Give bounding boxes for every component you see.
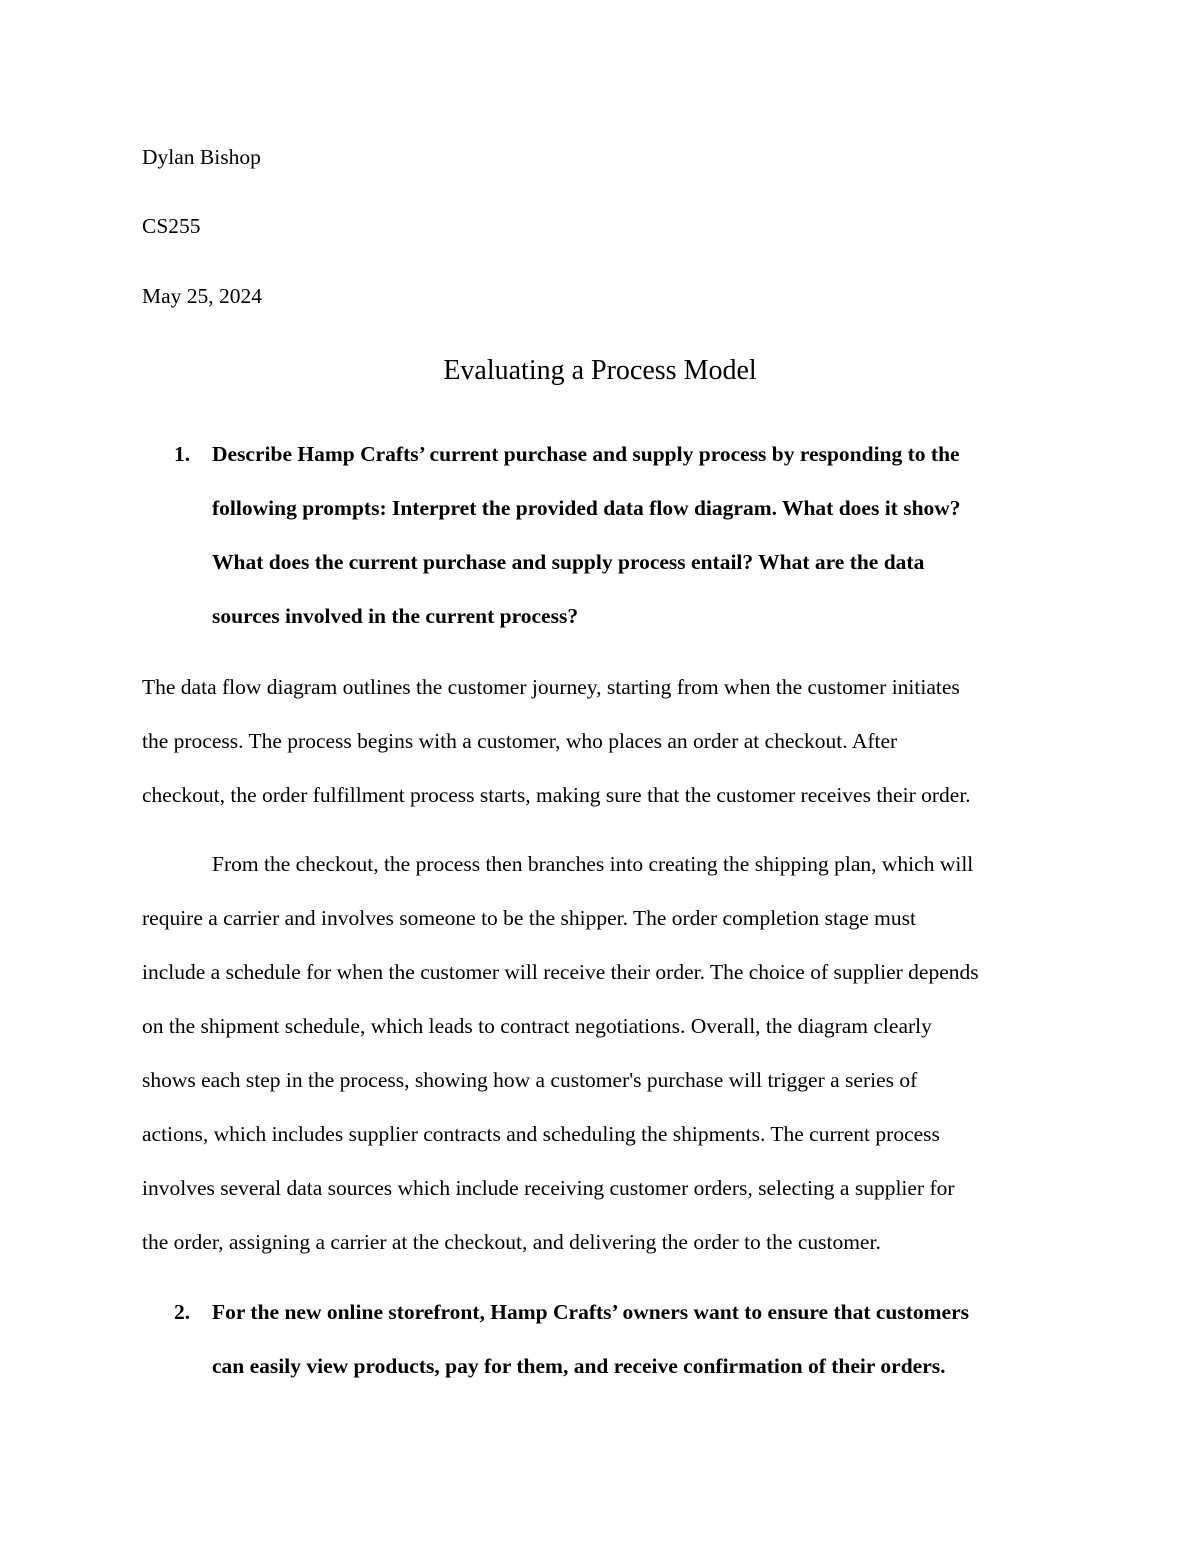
question-1-line: Describe Hamp Crafts’ current purchase and supply process by responding to the — [212, 442, 960, 466]
question-2-line: For the new online storefront, Hamp Crafts’ owners want to ensure that customers — [212, 1300, 969, 1324]
document-date: May 25, 2024 — [142, 284, 263, 308]
question-1-line: sources involved in the current process? — [212, 604, 579, 628]
paragraph-2-line: the order, assigning a carrier at the checkout, and delivering the order to the customer. — [142, 1230, 881, 1254]
question-1-line: following prompts: Interpret the provided data flow diagram. What does it show? — [212, 496, 961, 520]
document-title: Evaluating a Process Model — [443, 355, 757, 386]
course-code: CS255 — [142, 214, 201, 238]
paragraph-2-line: shows each step in the process, showing how a customer's purchase will trigger a series of — [142, 1068, 918, 1092]
paragraph-2-line: on the shipment schedule, which leads to contract negotiations. Overall, the diagram clearly — [142, 1014, 932, 1038]
paragraph-1-line: checkout, the order fulfillment process starts, making sure that the customer receives their order. — [142, 783, 971, 807]
question-2-number: 2. — [174, 1300, 191, 1324]
paragraph-1-line: the process. The process begins with a customer, who places an order at checkout. After — [142, 729, 898, 753]
question-1-line: What does the current purchase and supply process entail? What are the data — [212, 550, 925, 574]
paragraph-2-line: actions, which includes supplier contracts and scheduling the shipments. The current process — [142, 1122, 940, 1146]
question-2-line: can easily view products, pay for them, and receive confirmation of their orders. — [212, 1354, 946, 1378]
paragraph-2-line: From the checkout, the process then branches into creating the shipping plan, which will — [212, 852, 974, 876]
paragraph-1-line: The data flow diagram outlines the customer journey, starting from when the customer initiates — [142, 675, 960, 699]
paragraph-2-line: require a carrier and involves someone to be the shipper. The order completion stage must — [142, 906, 916, 930]
author-name: Dylan Bishop — [142, 145, 261, 169]
question-1-number: 1. — [174, 442, 191, 466]
paragraph-2-line: involves several data sources which include receiving customer orders, selecting a supplier for — [142, 1176, 955, 1200]
paragraph-2-line: include a schedule for when the customer will receive their order. The choice of supplier depends — [142, 960, 979, 984]
